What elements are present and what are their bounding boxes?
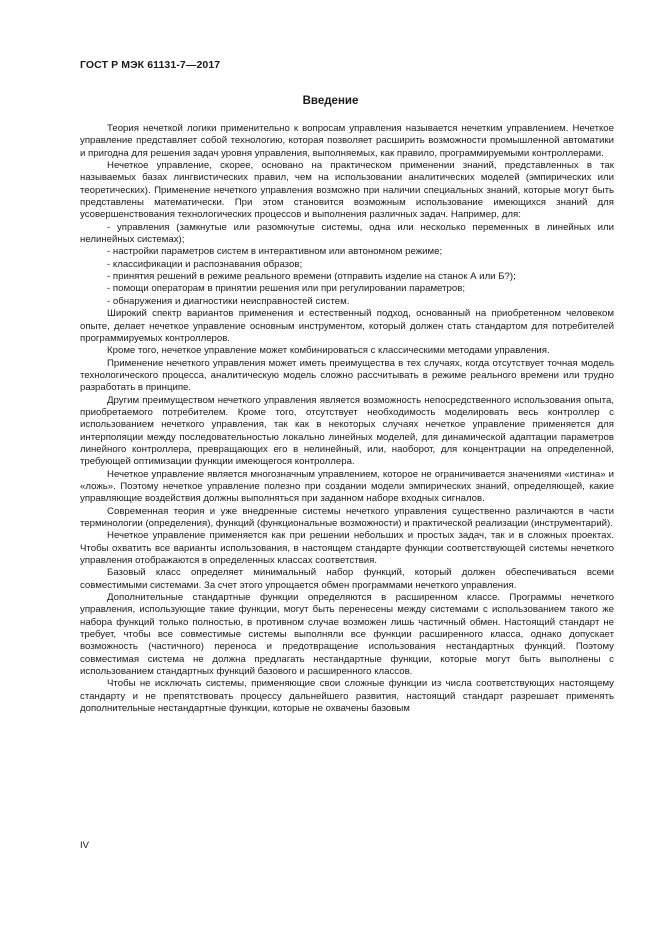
paragraph: Теория нечеткой логики применительно к вопросам управления называется нечетким управлением. Нечеткое управление представляет собой технологию, которая позволяет расширить возможности промышленной автоматики и пригодна для решения задач уровня управления, выполняемых, как правило, программируемыми контроллерами.: [80, 123, 614, 159]
paragraph: Чтобы не исключать системы, применяющие свои сложные функции из числа соответствующих настоящему стандарту и не препятствовать процессу дальнейшего развития, настоящий стандарт разрешает применять дополнительные нестандартные функции, которые не охвачены базовым: [80, 678, 614, 715]
paragraph: Нечеткое управление применяется как при решении небольших и простых задач, так и в сложных проектах. Чтобы охватить все варианты использования, в настоящем стандарте функции соответствующей системы нечеткого управления отображаются в определенных классах соответствия.: [80, 530, 614, 567]
paragraph: Базовый класс определяет минимальный набор функций, который должен обеспечиваться всеми совместимыми системами. За счет этого упрощается обмен программами нечеткого управления.: [80, 567, 614, 591]
paragraph: Нечеткое управление является многозначным управлением, которое не ограничивается значениями «истина» и «ложь». Поэтому нечеткое управление полезно при создании модели эмпирических знаний, определяющей, какие управляющие воздействия должны выполняться при заданном наборе входных сигналов.: [80, 468, 614, 505]
list-item: - классификации и распознавания образов;: [107, 258, 303, 270]
list-item: - настройки параметров систем в интерактивном или автономном режиме;: [107, 246, 443, 258]
paragraph: Дополнительные стандартные функции определяются в расширенном классе. Программы нечеткого управления, использующие такие функции, могут быть перенесены между системами с использованием такого же набора функций только полностью, в противном случае возможен лишь частичный обмен. Настоящий стандарт не требует, чтобы все совместимые системы выполняли все функции расширенного класса, однако допускает возможность (частичного) переноса и предотвращение использования нестандартных функций. Поэтому совместимая система не должна предлагать нестандартные функции, которые могут быть выполнены с использованием стандартных функций базового и расширенного классов.: [80, 592, 614, 678]
paragraph: Кроме того, нечеткое управление может комбинироваться с классическими методами управления.: [107, 345, 550, 357]
paragraph: Применение нечеткого управления может иметь преимущества в тех случаях, когда отсутствует точная модель технологического процесса, аналитическую модель сложно рассчитывать в режиме реального времени или трудно разработать в принципе.: [80, 357, 614, 394]
list-item: - обнаружения и диагностики неисправностей систем.: [107, 295, 350, 307]
list-item: - помощи операторам в принятии решения или при регулировании параметров;: [107, 283, 465, 295]
page-number: IV: [80, 840, 89, 851]
section-title: Введение: [302, 95, 359, 107]
paragraph: Современная теория и уже внедренные системы нечеткого управления существенно различаются в части терминологии (определения), функций (функциональные возможности) и практической реализации (инструментарий).: [80, 505, 614, 529]
paragraph: Широкий спектр вариантов применения и естественный подход, основанный на приобретенном человеком опыте, делает нечеткое управление основным инструментом, который должен стать стандартом для потребителей программируемых контроллеров.: [80, 308, 614, 344]
list-item: - управления (замкнутые или разомкнутые системы, одна или несколько переменных в линейных или нелинейных системах);: [80, 221, 614, 246]
list-item: - принятия решений в режиме реального времени (отправить изделие на станок А или Б?);: [107, 271, 516, 283]
body-text: [80, 123, 614, 716]
paragraph: Нечеткое управление, скорее, основано на практическом применении знаний, представленных в так называемых базах лингвистических правил, чем на использовании аналитических моделей (эмпирических или теоретических). Применение нечеткого управления возможно при наличии специальных знаний, которые могут быть представлены математически. При этом становится возможным использование имеющихся знаний для усовершенствования технологических процессов и выполнения различных задач. Например, для:: [80, 160, 614, 221]
standard-code-header: ГОСТ Р МЭК 61131-7—2017: [80, 59, 221, 71]
paragraph: Другим преимуществом нечеткого управления является возможность непосредственного использования опыта, приобретаемого потребителем. Кроме того, отсутствует необходимость моделировать весь контроллер с использованием нечеткого управления, так как в некоторых случаях нечеткое управление применяется для интерполяции между последовательностью локально линейных моделей, для динамической адаптации параметров линейного контроллера, превращающих его в нелинейный, или, наоборот, для концентрации на определенной, требующей оптимизации функции имеющегося контроллера.: [80, 394, 614, 468]
